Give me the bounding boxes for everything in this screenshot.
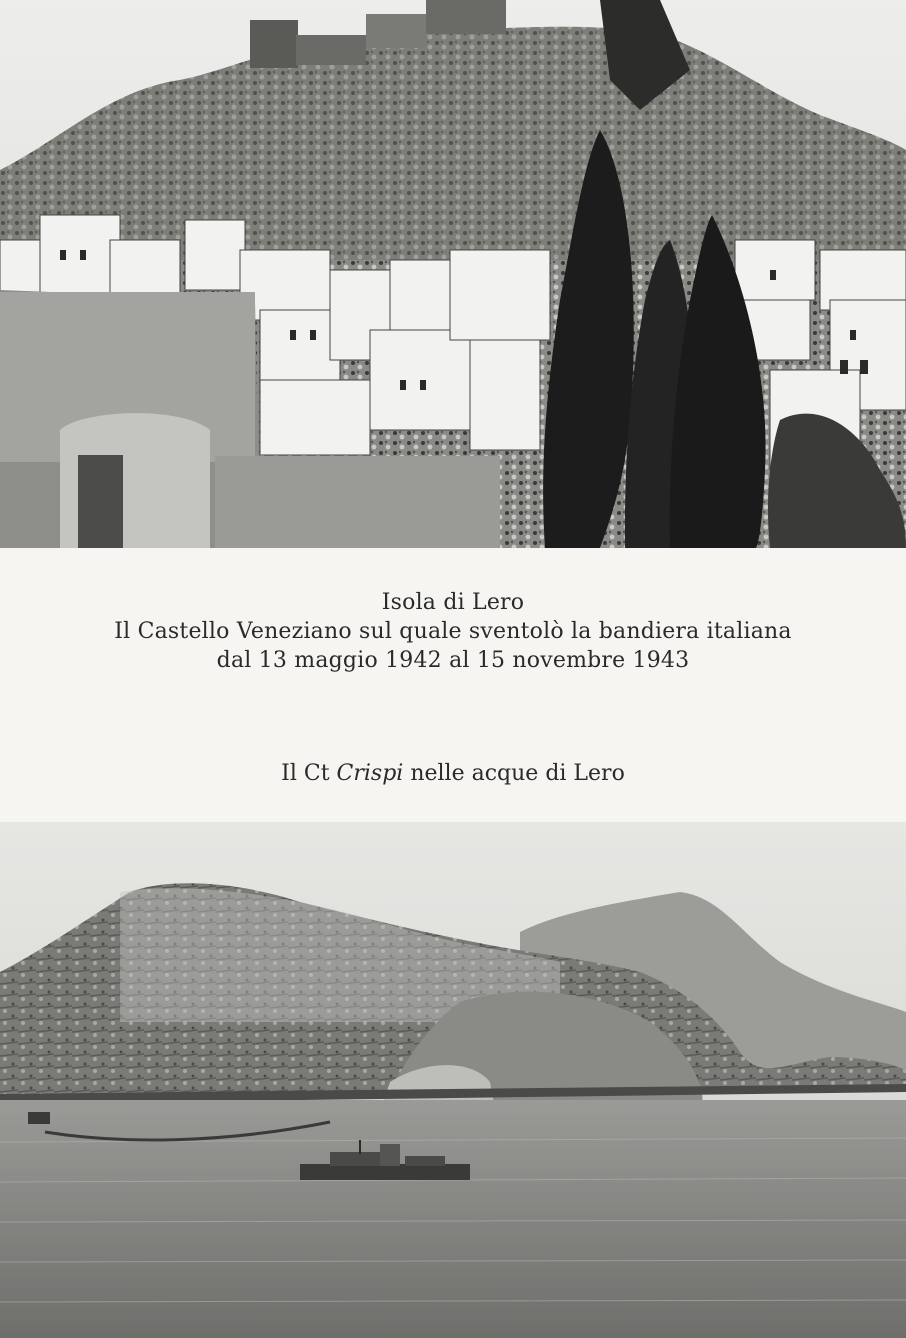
castle-village-image: [0, 0, 906, 548]
caption-ship-suffix: nelle acque di Lero: [403, 761, 625, 786]
caption-title: Isola di Lero: [381, 590, 525, 615]
photo-castle-village: [0, 0, 906, 548]
caption-ship-name: Crispi: [336, 761, 404, 786]
photo-cliffs-sea: [0, 822, 906, 1338]
caption-ship-prefix: Il Ct: [281, 761, 337, 786]
caption-castle: [0, 588, 906, 675]
caption-line-2: Il Castello Veneziano sul quale sventolò la bandiera italiana: [114, 619, 792, 644]
caption-ship: [0, 760, 906, 788]
caption-line-3: dal 13 maggio 1942 al 15 novembre 1943: [216, 648, 690, 673]
cliffs-sea-image: [0, 822, 906, 1338]
